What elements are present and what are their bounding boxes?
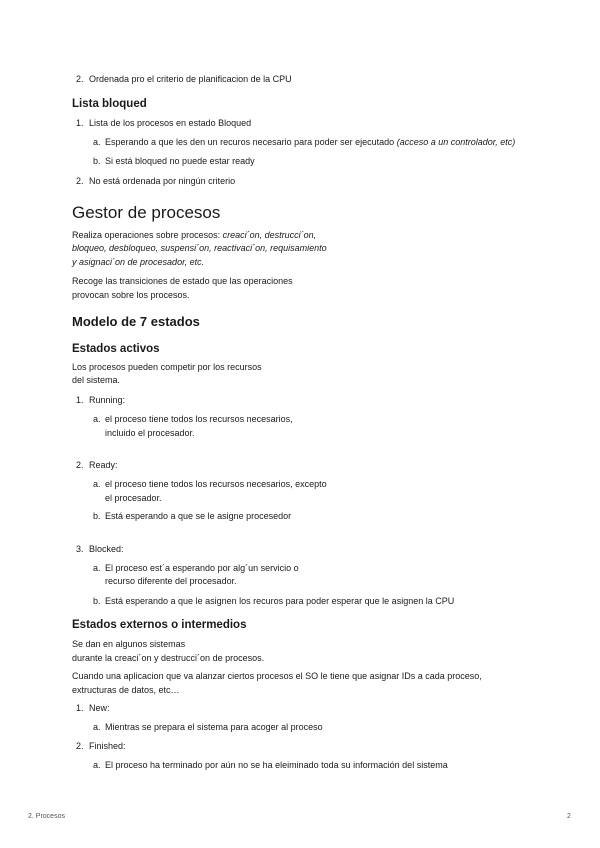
list-item-text: Lista de los procesos en estado Bloqued: [89, 118, 252, 128]
sublist-item-text: El proceso est´a esperando por alg´un servicio o: [105, 563, 299, 573]
list-number: 2.: [76, 741, 84, 751]
section-heading-gestor: Gestor de procesos: [72, 203, 221, 222]
footer-page-number: 2: [567, 813, 571, 820]
list-item-text: Finished:: [89, 741, 126, 751]
sublist-item-text: El proceso ha terminado por aún no se ha eleiminado toda su información del sistema: [105, 760, 448, 770]
paragraph-line: [72, 229, 316, 241]
paragraph-line: Se dan en algunos sistemas: [72, 639, 186, 649]
paragraph-text-normal: Realiza operaciones sobre procesos:: [72, 230, 223, 240]
sublist-letter: b.: [93, 156, 101, 166]
list-number: 2.: [76, 176, 84, 186]
sublist-item-text: recurso diferente del procesador.: [105, 576, 237, 586]
paragraph-line: provocan sobre los procesos.: [72, 290, 190, 300]
sublist-letter: a.: [93, 563, 101, 573]
sublist-letter: a.: [93, 479, 101, 489]
sublist-letter: a.: [93, 414, 101, 424]
sublist-letter: a.: [93, 760, 101, 770]
list-item-text: Ready:: [89, 460, 118, 470]
section-heading-lista-bloqued: Lista bloqued: [72, 98, 147, 110]
sublist-text-italic: (acceso a un controlador, etc): [396, 137, 516, 147]
sublist-item-text: Está esperando a que se le asigne procesedor: [105, 511, 292, 521]
sublist-item-text: el procesador.: [105, 493, 162, 503]
footer-section-label: 2. Procesos: [28, 813, 65, 820]
list-item-text: Ordenada pro el criterio de planificacion de la CPU: [89, 74, 292, 84]
section-heading-modelo: Modelo de 7 estados: [72, 314, 200, 329]
section-heading-externos: Estados externos o intermedios: [72, 619, 247, 631]
list-number: 1.: [76, 703, 84, 713]
list-number: 2.: [76, 460, 84, 470]
sublist-item-text: incluido el procesador.: [105, 428, 195, 438]
list-item-text: No está ordenada por ningún criterio: [89, 176, 236, 186]
list-item-text: Running:: [89, 395, 126, 405]
list-number: 2.: [76, 74, 84, 84]
paragraph-line: Los procesos pueden competir por los recursos: [72, 362, 262, 372]
sublist-letter: b.: [93, 596, 101, 606]
list-number: 1.: [76, 395, 84, 405]
paragraph-line: del sistema.: [72, 375, 121, 385]
sublist-item-text: Si está bloqued no puede estar ready: [105, 156, 255, 166]
paragraph-line: durante la creaci´on y destrucci´on de procesos.: [72, 653, 265, 663]
sublist-text-normal: Esperando a que les den un recuros necesario para poder ser ejecutado: [105, 137, 397, 147]
paragraph-line: y asignaci´on de procesador, etc.: [72, 257, 205, 267]
list-item-text: Blocked:: [89, 544, 124, 554]
paragraph-text-italic: creaci´on, destrucci´on,: [222, 230, 317, 240]
list-item-text: New:: [89, 703, 110, 713]
list-number: 3.: [76, 544, 84, 554]
sublist-item-text: Mientras se prepara el sistema para acoger al proceso: [105, 722, 323, 732]
paragraph-line: Cuando una aplicacion que va alanzar ciertos procesos el SO le tiene que asignar IDs a cada proceso,: [72, 671, 482, 681]
section-heading-activos: Estados activos: [72, 343, 160, 355]
sublist-letter: a.: [93, 722, 101, 732]
sublist-item-text: el proceso tiene todos los recursos necesarios, excepto: [105, 479, 327, 489]
list-number: 1.: [76, 118, 84, 128]
paragraph-line: Recoge las transiciones de estado que las operaciones: [72, 276, 293, 286]
sublist-item-text: [105, 136, 515, 148]
paragraph-line: bloqueo, desbloqueo, suspensi´on, reactivaci´on, requisamiento: [72, 243, 327, 253]
sublist-letter: a.: [93, 137, 101, 147]
paragraph-line: extructuras de datos, etc…: [72, 685, 180, 695]
sublist-letter: b.: [93, 511, 101, 521]
sublist-item-text: el proceso tiene todos los recursos necesarios,: [105, 414, 293, 424]
sublist-item-text: Está esperando a que le asignen los recuros para poder esperar que le asignen la CPU: [105, 596, 455, 606]
